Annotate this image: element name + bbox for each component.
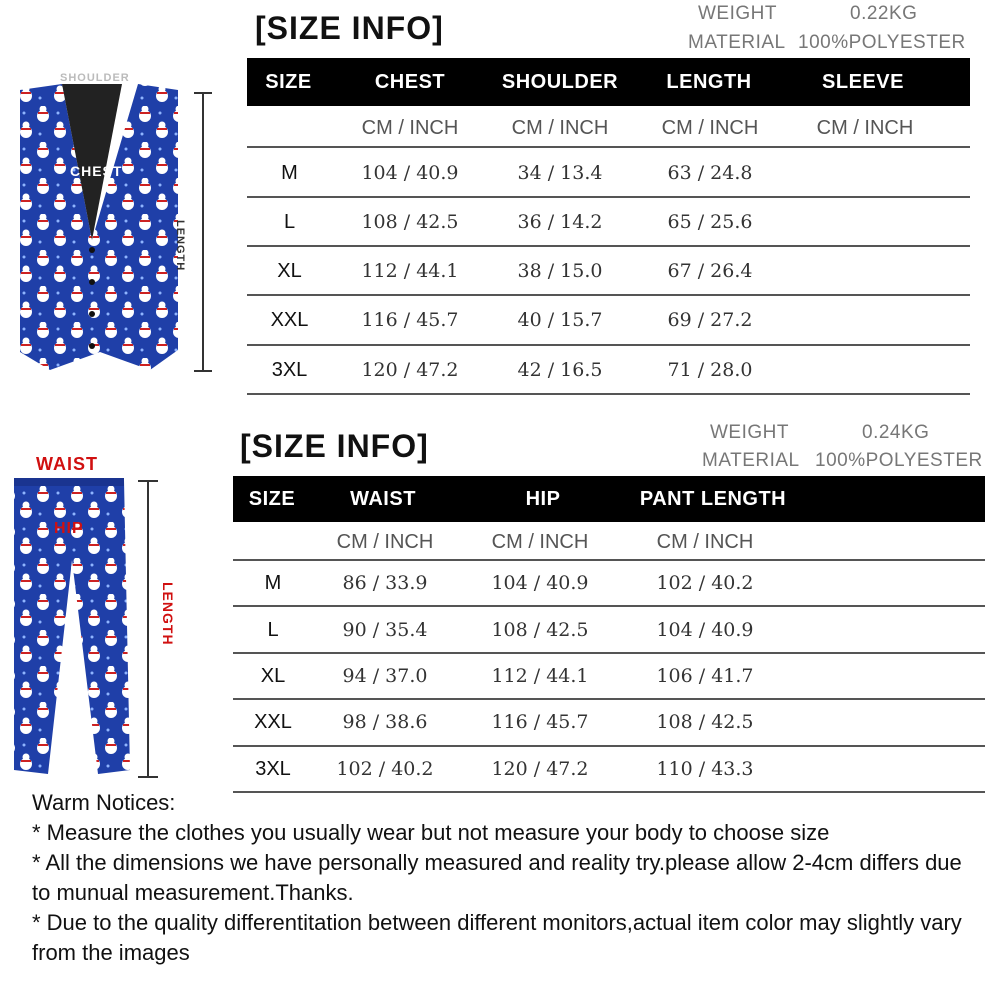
vest-material-value: 100%POLYESTER — [798, 32, 966, 53]
notice-line: * Measure the clothes you usually wear but not measure your body to choose size — [32, 820, 830, 845]
pants-diagram — [0, 450, 200, 785]
vest-row-divider — [247, 196, 970, 198]
vest-header-sleeve: SLEEVE — [822, 70, 904, 93]
vest-header-chest: CHEST — [374, 70, 446, 93]
pants-row-pant-length: 108 / 42.5 — [656, 711, 754, 733]
pants-header-pant-length: PANT LENGTH — [639, 487, 787, 510]
pants-row-pant-length: 110 / 43.3 — [656, 758, 754, 780]
pants-unit-pant-length: CM / INCH — [656, 530, 754, 553]
pants-length-label: LENGTH — [160, 582, 176, 646]
vest-size-info-title: [SIZE INFO] — [255, 10, 444, 46]
vest-material-label: MATERIAL — [688, 32, 786, 53]
pants-row-pant-length: 104 / 40.9 — [656, 619, 754, 641]
pants-length-tick-top — [138, 480, 158, 482]
vest-length-tick-top — [194, 92, 212, 94]
pants-hip-label: HIP — [54, 520, 84, 537]
vest-row-length: 69 / 27.2 — [667, 309, 753, 331]
vest-row-size: XXL — [270, 308, 309, 331]
pants-row-size: 3XL — [255, 757, 291, 780]
pants-row-waist: 86 / 33.9 — [342, 572, 428, 594]
vest-unit-chest: CM / INCH — [361, 116, 459, 139]
vest-row-size: XL — [277, 259, 302, 282]
notices-title: Warm Notices: — [32, 790, 176, 815]
pants-row-size: XXL — [254, 710, 292, 733]
pants-row-divider — [233, 605, 985, 607]
pants-unit-hip: CM / INCH — [491, 530, 589, 553]
vest-illustration — [0, 70, 230, 390]
pants-row-hip: 108 / 42.5 — [491, 619, 589, 641]
pants-row-waist: 102 / 40.2 — [336, 758, 434, 780]
pants-weight-value: 0.24KG — [862, 422, 930, 443]
vest-row-shoulder: 40 / 15.7 — [517, 309, 603, 331]
vest-row-size: L — [283, 210, 296, 233]
vest-row-shoulder: 42 / 16.5 — [517, 359, 603, 381]
notice-line: * Due to the quality differentitation between different monitors,actual item color may slightly vary from the images — [32, 910, 968, 965]
vest-header-size: SIZE — [265, 70, 312, 93]
vest-header-length: LENGTH — [666, 70, 752, 93]
vest-row-length: 65 / 25.6 — [667, 211, 753, 233]
vest-row-divider — [247, 146, 970, 148]
pants-length-line — [147, 480, 149, 778]
vest-row-divider — [247, 344, 970, 346]
vest-row-shoulder: 36 / 14.2 — [517, 211, 603, 233]
vest-table-header — [247, 58, 970, 106]
vest-diagram — [0, 70, 230, 390]
vest-row-divider — [247, 393, 970, 395]
vest-row-chest: 104 / 40.9 — [361, 162, 459, 184]
pants-row-pant-length: 102 / 40.2 — [656, 572, 754, 594]
pants-row-size: M — [264, 571, 282, 594]
vest-row-chest: 112 / 44.1 — [361, 260, 459, 282]
pants-waist-label: WAIST — [36, 454, 98, 474]
vest-row-chest: 120 / 47.2 — [361, 359, 459, 381]
vest-row-length: 67 / 26.4 — [667, 260, 753, 282]
vest-row-chest: 108 / 42.5 — [361, 211, 459, 233]
pants-row-hip: 112 / 44.1 — [491, 665, 589, 687]
warm-notices — [32, 788, 982, 968]
vest-row-size: 3XL — [271, 358, 308, 381]
vest-row-length: 71 / 28.0 — [667, 359, 753, 381]
vest-shoulder-label: SHOULDER — [60, 72, 130, 84]
pants-row-pant-length: 106 / 41.7 — [656, 665, 754, 687]
pants-length-tick-bottom — [138, 776, 158, 778]
vest-row-size: M — [281, 161, 298, 184]
pants-row-size: L — [267, 618, 279, 641]
vest-row-chest: 116 / 45.7 — [361, 309, 459, 331]
vest-weight-value: 0.22KG — [850, 3, 918, 24]
pants-row-hip: 104 / 40.9 — [491, 572, 589, 594]
pants-table-header — [233, 476, 985, 522]
pants-row-waist: 98 / 38.6 — [342, 711, 428, 733]
pants-weight-label: WEIGHT — [710, 422, 789, 443]
pants-row-size: XL — [260, 664, 286, 687]
vest-length-tick-bottom — [194, 370, 212, 372]
vest-unit-shoulder: CM / INCH — [511, 116, 609, 139]
pants-header-hip: HIP — [525, 487, 561, 510]
pants-material-label: MATERIAL — [702, 450, 800, 471]
pants-size-info-title: [SIZE INFO] — [240, 428, 429, 464]
vest-unit-sleeve: CM / INCH — [816, 116, 914, 139]
vest-chest-label: CHEST — [70, 163, 123, 179]
pants-unit-waist: CM / INCH — [336, 530, 434, 553]
pants-row-waist: 90 / 35.4 — [342, 619, 428, 641]
vest-row-divider — [247, 294, 970, 296]
pants-row-hip: 116 / 45.7 — [491, 711, 589, 733]
vest-header-shoulder: SHOULDER — [501, 70, 619, 93]
vest-unit-length: CM / INCH — [661, 116, 759, 139]
vest-row-shoulder: 34 / 13.4 — [517, 162, 603, 184]
vest-length-label: LENGTH — [174, 220, 186, 272]
notice-line: * All the dimensions we have personally measured and reality try.please allow 2-4cm differs due to munual measurement.Thanks. — [32, 850, 968, 905]
pants-header-size: SIZE — [248, 487, 296, 510]
pants-row-hip: 120 / 47.2 — [491, 758, 589, 780]
vest-row-divider — [247, 245, 970, 247]
pants-header-waist: WAIST — [350, 487, 416, 510]
vest-length-line — [202, 92, 204, 372]
pants-row-waist: 94 / 37.0 — [342, 665, 428, 687]
vest-row-shoulder: 38 / 15.0 — [517, 260, 603, 282]
vest-row-length: 63 / 24.8 — [667, 162, 753, 184]
vest-weight-label: WEIGHT — [698, 3, 777, 24]
pants-material-value: 100%POLYESTER — [815, 450, 983, 471]
